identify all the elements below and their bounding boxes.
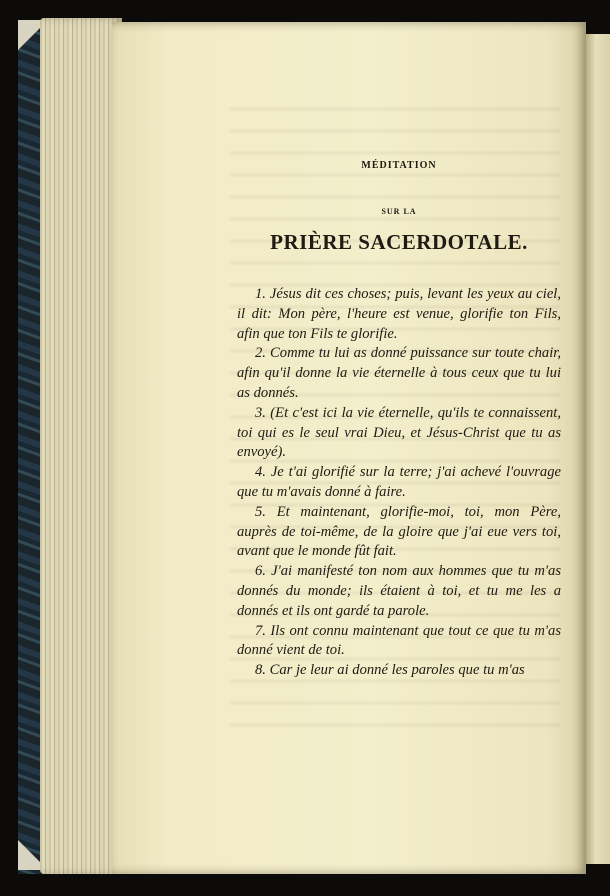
verse-1: 1. Jésus dit ces choses; puis, levant les yeux au ciel, il dit: Mon père, l'heure est venue, glorifie ton Fils, afin que ton Fils te glorifie. [237, 286, 561, 342]
verse-5: 5. Et maintenant, glorifie-moi, toi, mon Père, auprès de toi-même, de la gloire que j'ai eue vers toi, avant que le monde fût fait. [237, 503, 561, 560]
verse-2: 2. Comme tu lui as donné puissance sur toute chair, afin qu'il donne la vie éternelle à tous ceux que tu lui as donnés. [237, 345, 561, 401]
verse-7: 7. Ils ont connu maintenant que tout ce que tu m'as donné vient de toi. [237, 622, 561, 659]
verse-list [237, 285, 561, 681]
verse-3: 3. (Et c'est ici la vie éternelle, qu'ils te connaissent, toi qui es le seul vrai Dieu, et Jésus-Christ que tu as envoyé). [237, 404, 561, 461]
heading-meditation: MÉDITATION [361, 160, 437, 171]
verse-6: 6. J'ai manifesté ton nom aux hommes que tu m'as donnés du monde; ils étaient à toi, et tu me les a donnés et ils ont gardé ta parole. [237, 563, 561, 619]
page-text [237, 160, 561, 681]
page-title: PRIÈRE SACERDOTALE. [270, 230, 528, 254]
verse-4: 4. Je t'ai glorifié sur la terre; j'ai achevé l'ouvrage que tu m'avais donné à faire. [237, 464, 561, 500]
heading-sur-la: SUR LA [381, 207, 417, 216]
next-page-edge [586, 34, 610, 864]
verse-8: 8. Car je leur ai donné les paroles que tu m'as [255, 662, 525, 679]
page-edges [40, 18, 122, 874]
